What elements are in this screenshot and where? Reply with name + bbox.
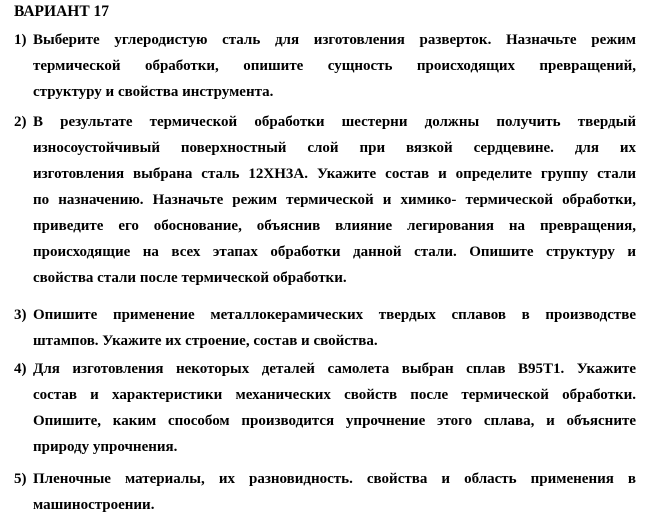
question-text-line: Опишите применение металлокерамических твердых сплавов в производстве — [33, 307, 636, 323]
question-text-line: машиностроении. — [33, 497, 155, 513]
question-text-line: штампов. Укажите их строение, состав и свойства. — [33, 333, 378, 349]
question-text-line: Пленочные материалы, их разновидность. свойства и область применения в — [33, 471, 636, 487]
question-number: 4) — [14, 361, 27, 377]
document-title: ВАРИАНТ 17 — [14, 3, 110, 20]
question-text-line: по назначению. Назначьте режим термической и химико- термической обработки, — [33, 192, 636, 208]
question-text-line: приведите его обоснование, объяснив влияние легирования на превращения, — [33, 218, 636, 234]
question-text-line: В результате термической обработки шестерни должны получить твердый — [33, 114, 636, 130]
question-text-line: состав и характеристики механических свойств после термической обработки. — [33, 387, 636, 403]
question-text-line: изготовления выбрана сталь 12ХН3А. Укажите состав и определите группу стали — [33, 166, 636, 182]
question-number: 5) — [14, 471, 27, 487]
question-text-line: Опишите, каким способом производится упрочнение этого сплава, и объясните — [33, 413, 636, 429]
question-item-2 — [14, 109, 636, 291]
question-text-line: Выберите углеродистую сталь для изготовления разверток. Назначьте режим — [33, 32, 636, 48]
question-text-line: износоустойчивый поверхностный слой при вязкой сердцевине. для их — [33, 140, 636, 156]
question-number: 3) — [14, 307, 27, 323]
question-item-5 — [14, 466, 636, 518]
question-number: 1) — [14, 32, 27, 48]
question-text-line: Для изготовления некоторых деталей самолета выбран сплав В95Т1. Укажите — [33, 361, 636, 377]
question-text-line: природу упрочнения. — [33, 439, 178, 455]
question-text-line: термической обработки, опишите сущность происходящих превращений, — [33, 58, 636, 74]
question-item-3 — [14, 302, 636, 354]
question-text-line: структуру и свойства инструмента. — [33, 84, 274, 100]
question-item-1 — [14, 27, 636, 105]
question-number: 2) — [14, 114, 27, 130]
question-text-line: свойства стали после термической обработки. — [33, 270, 347, 286]
question-item-4 — [14, 356, 636, 460]
question-text-line: происходящие на всех этапах обработки данной стали. Опишите структуру и — [33, 244, 636, 260]
